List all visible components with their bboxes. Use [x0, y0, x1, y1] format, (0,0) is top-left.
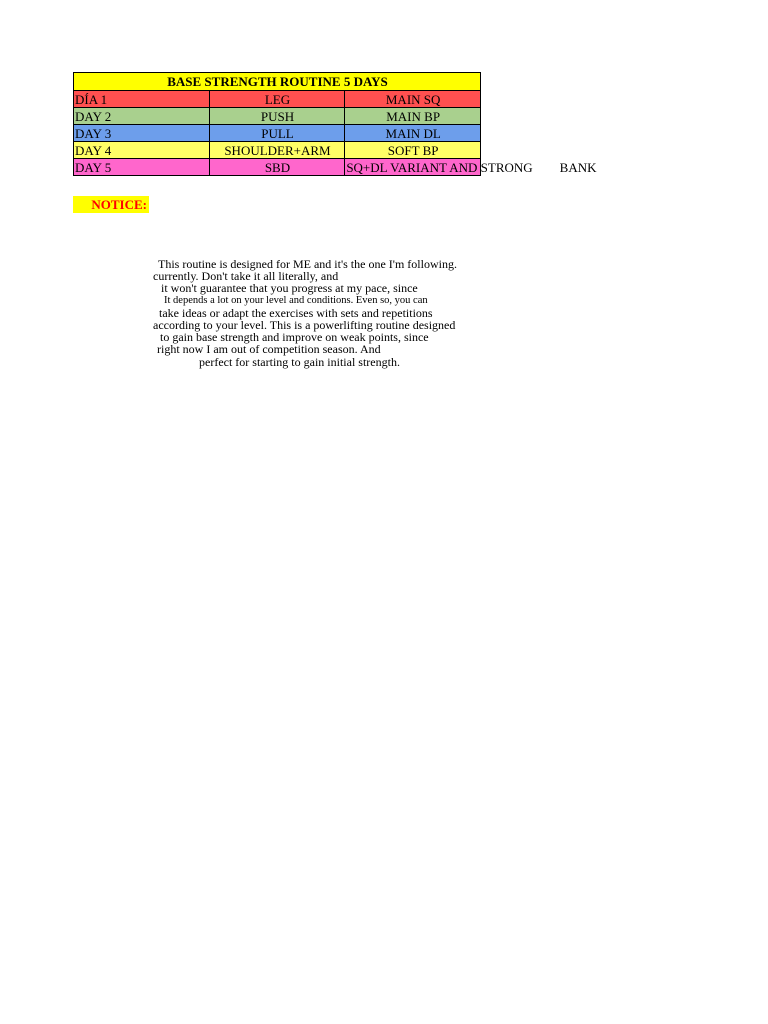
notice-text-line: It depends a lot on your level and conditions. Even so, you can: [164, 294, 428, 306]
table-row: [74, 108, 481, 125]
main-lift-overflow-text: BANK: [559, 159, 597, 175]
main-lift-cell[interactable]: [345, 125, 481, 142]
notice-text-line: This routine is designed for ME and it's the one I'm following.: [158, 257, 457, 271]
table-row: [74, 91, 481, 108]
focus-cell[interactable]: PUSH: [209, 108, 345, 125]
main-lift-text: MAIN SQ: [385, 91, 441, 107]
focus-cell[interactable]: LEG: [209, 91, 345, 108]
day-cell[interactable]: DAY 2: [74, 108, 210, 125]
table-title-row: [74, 73, 481, 91]
notice-text-line: right now I am out of competition season. And: [157, 342, 381, 357]
main-lift-text: SOFT BP: [387, 142, 439, 158]
notice-text-line: take ideas or adapt the exercises with sets and repetitions: [159, 305, 433, 320]
day-cell[interactable]: DAY 4: [74, 142, 210, 159]
main-lift-text: MAIN DL: [385, 125, 441, 141]
main-lift-cell[interactable]: [345, 91, 481, 108]
day-cell[interactable]: DAY 5: [74, 159, 210, 176]
notice-label[interactable]: [73, 196, 149, 213]
table-row: [74, 125, 481, 142]
table-row: [74, 159, 481, 176]
main-lift-cell[interactable]: [345, 108, 481, 125]
routine-title[interactable]: BASE STRENGTH ROUTINE 5 DAYS: [74, 73, 481, 91]
notice-text-line: to gain base strength and improve on weak points, since: [160, 330, 429, 345]
focus-cell[interactable]: SHOULDER+ARM: [209, 142, 345, 159]
day-cell[interactable]: DAY 3: [74, 125, 210, 142]
focus-cell[interactable]: SBD: [209, 159, 345, 176]
table-row: [74, 142, 481, 159]
main-lift-text: SQ+DL VARIANT AND STRONG: [346, 159, 533, 175]
notice-text-box[interactable]: [148, 258, 478, 368]
notice-text-line: perfect for starting to gain initial strength.: [199, 354, 400, 369]
notice-text-line: it won't guarantee that you progress at my pace, since: [161, 281, 418, 296]
routine-table: [73, 72, 597, 176]
main-lift-cell[interactable]: [345, 142, 481, 159]
notice-text-line: currently. Don't take it all literally, and: [153, 269, 339, 284]
notice-label-text: NOTICE: [91, 197, 143, 212]
notice-text-line: according to your level. This is a powerlifting routine designed: [153, 318, 456, 333]
main-lift-cell[interactable]: [345, 159, 597, 176]
focus-cell[interactable]: PULL: [209, 125, 345, 142]
day-cell[interactable]: DÍA 1: [74, 91, 210, 108]
notice-colon: :: [142, 197, 147, 212]
main-lift-text: MAIN BP: [386, 108, 441, 124]
